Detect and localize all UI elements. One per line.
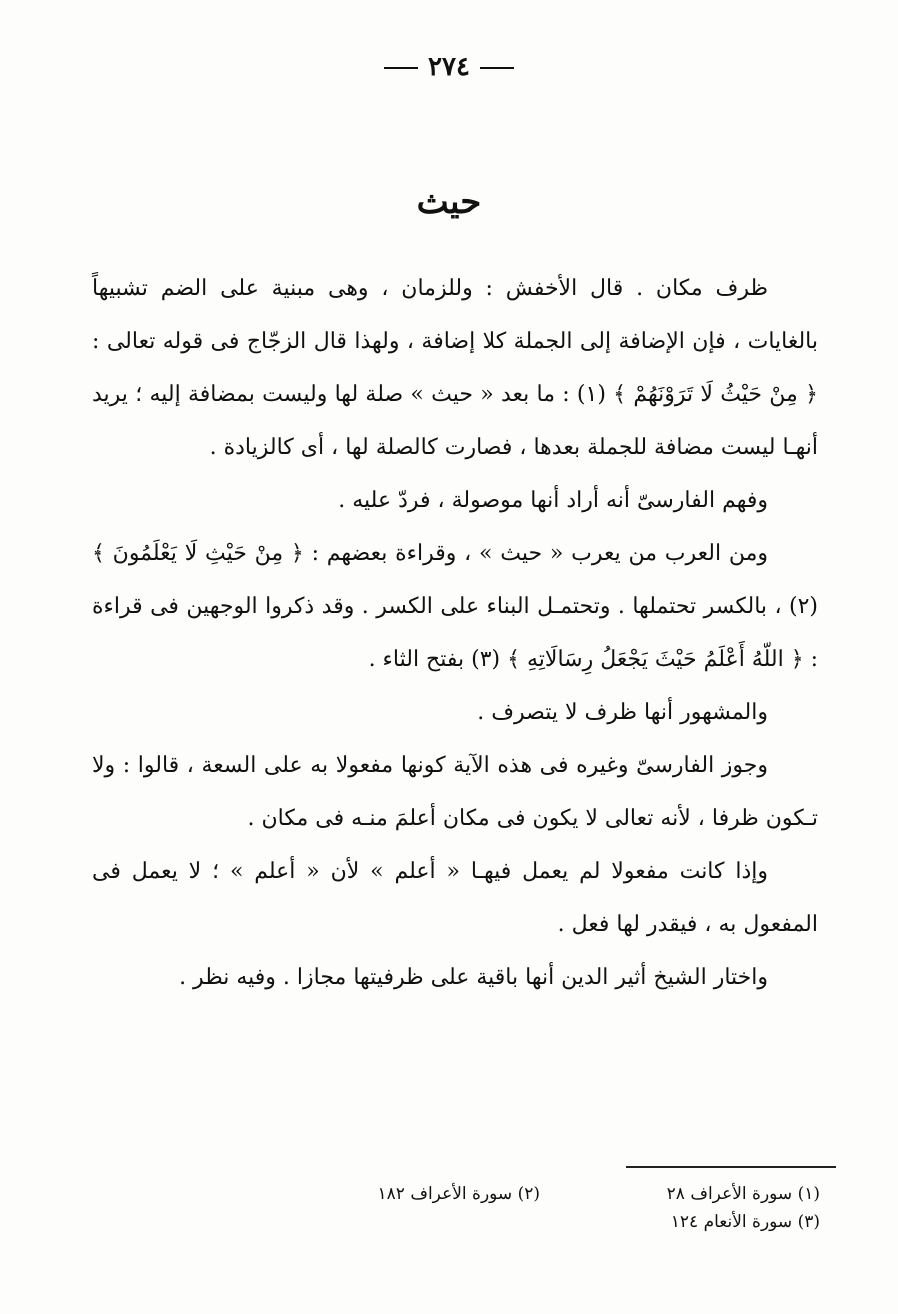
body-text — [92, 262, 818, 1004]
page-number-dash-right — [480, 67, 514, 69]
footnote-3: (٣) سورة الأنعام ١٢٤ — [670, 1212, 820, 1232]
footnote-row-1 — [260, 1180, 820, 1208]
footnote-2: (٢) سورة الأعراف ١٨٢ — [377, 1184, 540, 1204]
paragraph-maful: وإذا كانت مفعولا لم يعمل فيهـا « أعلم » لأن « أعلم » ؛ لا يعمل فى المفعول به ، فيقدر لها فعل . — [92, 859, 818, 937]
paragraph-jawwaz: وجوز الفارسىّ وغيره فى هذه الآية كونها مفعولا به على السعة ، قالوا : ولا تـكون ظرفا ، لأنه تعالى لا يكون فى مكان أعلمَ منـه فى مكان . — [92, 753, 818, 831]
section-heading: حيث — [416, 182, 482, 222]
paragraph-definition: ظرف مكان . قال الأخفش : وللزمان ، وهى مبنية على الضم تشبيهاً بالغايات ، فإن الإضافة إلى الجملة كلا إضافة ، ولهذا قال الزجّاج فى قوله تعالى : ﴿ مِنْ حَيْثُ لَا تَرَوْنَهُمْ ﴾ (١) : ما بعد « حيث » صلة لها وليست بمضافة إليه ؛ يريد أنهـا ليست مضافة للجملة بعدها ، فصارت كالصلة لها ، أى كالزيادة . — [92, 276, 818, 460]
paragraph-farisi: وفهم الفارسىّ أنه أراد أنها موصولة ، فردّ عليه . — [338, 488, 768, 513]
paragraph-mashhur: والمشهور أنها ظرف لا يتصرف . — [477, 700, 768, 725]
footnote-row-2 — [260, 1208, 820, 1236]
page-number — [0, 52, 898, 82]
footnotes — [260, 1180, 820, 1236]
paragraph-irab: ومن العرب من يعرب « حيث » ، وقراءة بعضهم : ﴿ مِنْ حَيْثِ لَا يَعْلَمُونَ ﴾ (٢) ، بالكسر تحتملها . وتحتمـل البناء على الكسر . وقد ذكروا الوجهين فى قراءة : ﴿ اللّهُ أَعْلَمُ حَيْثَ يَجْعَلُ رِسَالَاتِهِ ﴾ (٣) بفتح الثاء . — [92, 541, 818, 672]
page-number-dash-left — [384, 67, 418, 69]
footnote-divider — [626, 1166, 836, 1168]
paragraph-ikhtar: واختار الشيخ أثير الدين أنها باقية على ظرفيتها مجازا . وفيه نظر . — [179, 965, 768, 990]
page-number-text: ٢٧٤ — [428, 52, 470, 82]
footnote-1: (١) سورة الأعراف ٢٨ — [666, 1184, 820, 1204]
